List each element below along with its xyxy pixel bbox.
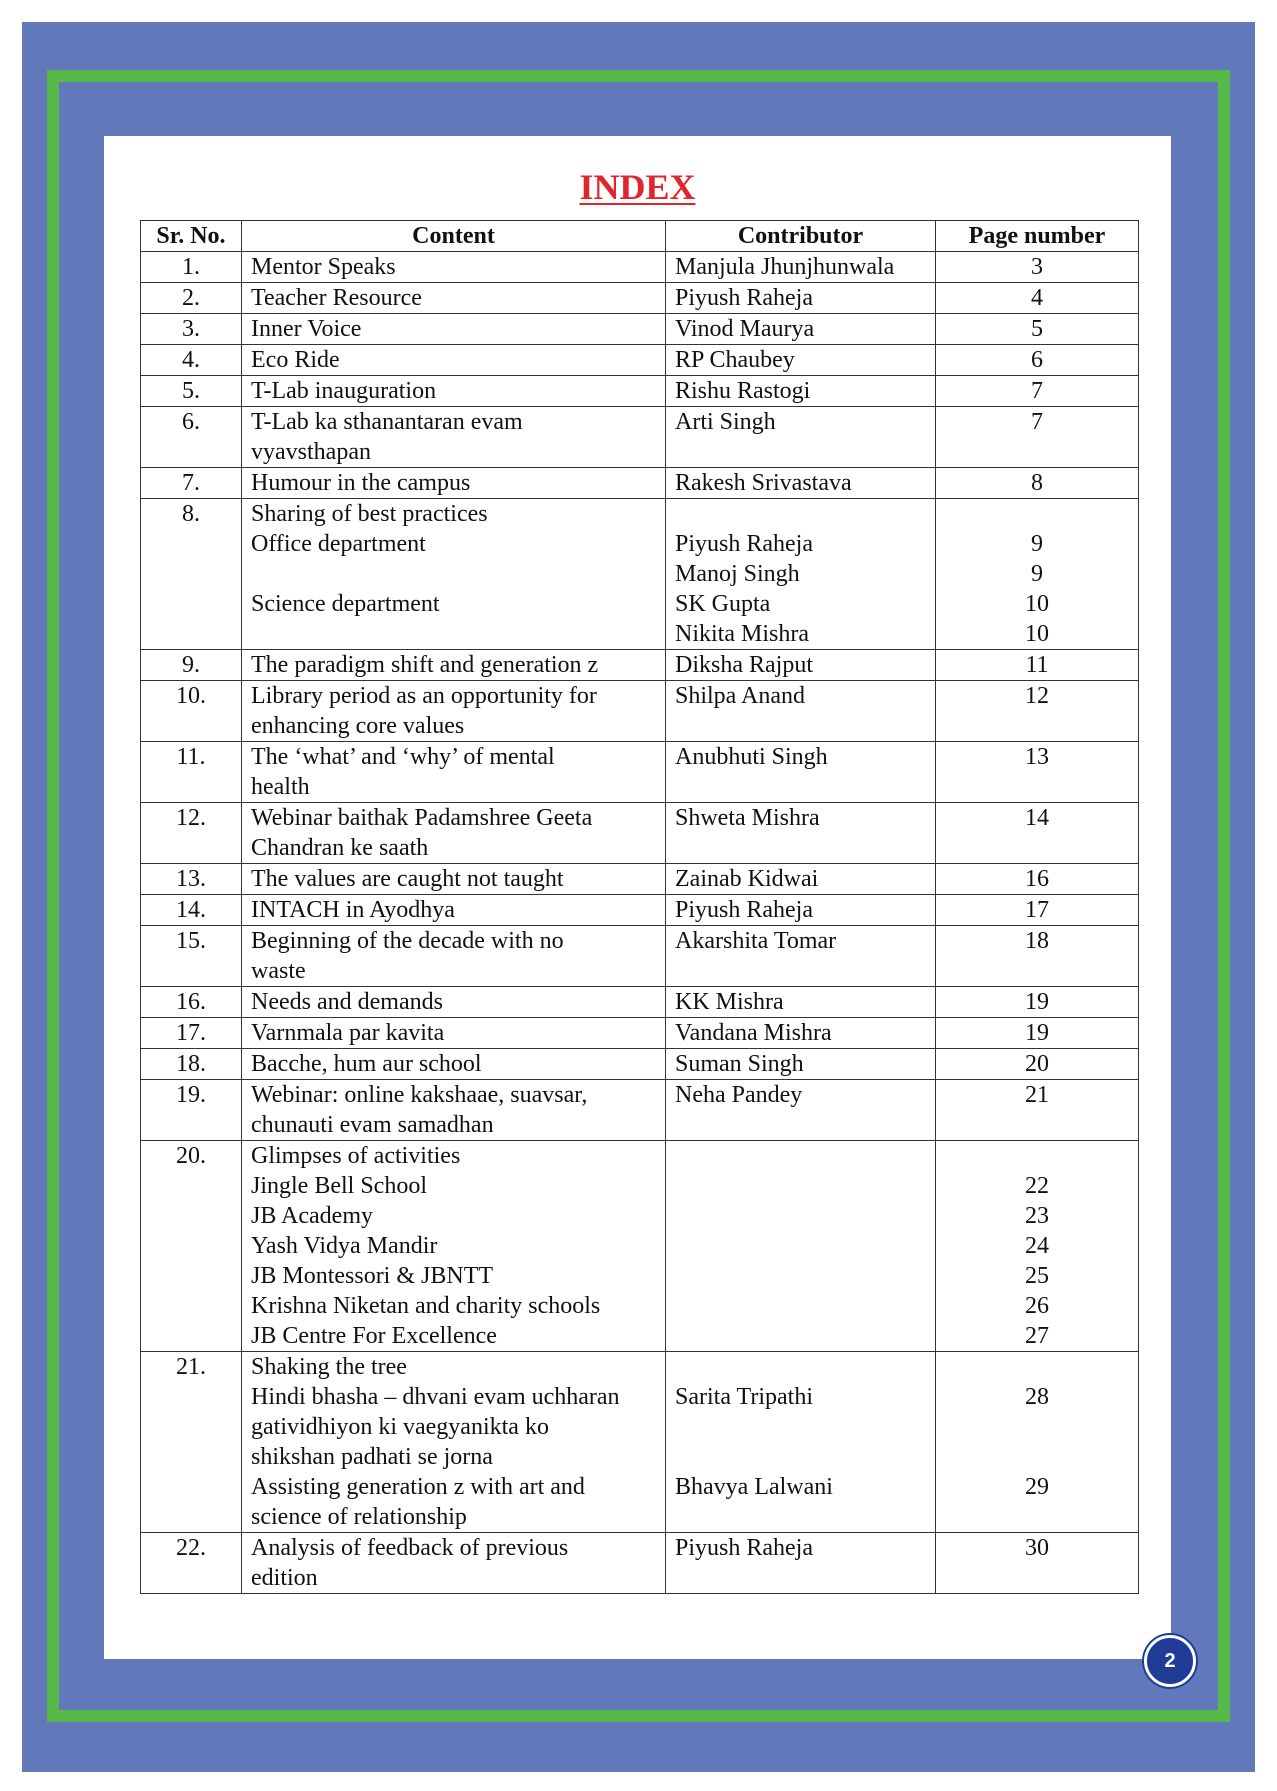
row-content-line: Jingle Bell School [251,1173,427,1199]
row-page-number [936,864,1139,895]
table-row [141,314,1139,345]
row-page-number [936,926,1139,987]
row-sr-no: 20. [141,1141,242,1352]
row-contributor [666,407,936,468]
row-page-number [936,314,1139,345]
row-content [242,314,666,345]
row-contributor-line: Arti Singh [675,409,776,435]
row-page-number [936,1049,1139,1080]
row-contributor [666,742,936,803]
row-content-line: Office department [251,531,426,557]
row-page-number [936,345,1139,376]
row-contributor-line: RP Chaubey [675,347,795,373]
row-content [242,252,666,283]
row-page-number [936,1018,1139,1049]
row-contributor-line [675,1442,926,1472]
row-page-number-line: 19 [1025,989,1049,1015]
row-sr-no: 6. [141,407,242,468]
row-page-number-line: 5 [1031,316,1043,342]
header-contributor: Contributor [666,221,936,252]
row-page-number-line: 10 [1025,591,1049,617]
row-contributor-line: Rakesh Srivastava [675,470,852,496]
row-page-number [936,681,1139,742]
row-content-line: Eco Ride [251,347,340,373]
row-content-line: Library period as an opportunity for [251,683,597,709]
table-row [141,283,1139,314]
row-content-line: shikshan padhati se jorna [251,1444,493,1470]
row-contributor-line: Rishu Rastogi [675,378,811,404]
row-content-line [251,619,656,649]
row-content-line: Inner Voice [251,316,362,342]
row-content-line: T-Lab ka sthanantaran evam [251,409,523,435]
page-sheet [104,136,1171,1659]
row-contributor-line: Piyush Raheja [675,897,813,923]
table-row [141,1141,1139,1352]
row-content-line: Chandran ke saath [251,835,429,861]
row-sr-no: 5. [141,376,242,407]
row-content [242,987,666,1018]
row-content-line: Teacher Resource [251,285,422,311]
table-row [141,1049,1139,1080]
row-content-line [251,559,656,589]
index-table-body [141,252,1139,1594]
row-content-line: health [251,774,310,800]
row-content-line: science of relationship [251,1504,467,1530]
row-contributor [666,803,936,864]
row-page-number-line [945,1141,1129,1171]
row-contributor [666,650,936,681]
row-sr-no: 14. [141,895,242,926]
row-contributor [666,1049,936,1080]
row-sr-no: 8. [141,499,242,650]
row-content [242,742,666,803]
row-contributor-line: SK Gupta [675,591,771,617]
table-row [141,864,1139,895]
table-row [141,742,1139,803]
row-content [242,864,666,895]
row-contributor-line: Piyush Raheja [675,531,813,557]
row-contributor [666,468,936,499]
row-sr-no: 4. [141,345,242,376]
row-contributor [666,283,936,314]
row-content [242,926,666,987]
row-contributor-line: Manjula Jhunjhunwala [675,254,895,280]
row-content [242,283,666,314]
row-contributor [666,1141,936,1352]
row-page-number [936,803,1139,864]
row-page-number [936,650,1139,681]
row-content-line: Shaking the tree [251,1354,407,1380]
row-page-number-line: 21 [1025,1082,1049,1108]
row-contributor [666,926,936,987]
row-sr-no: 11. [141,742,242,803]
row-contributor-line: Vinod Maurya [675,316,815,342]
header-page-number: Page number [936,221,1139,252]
row-page-number-line: 29 [1025,1474,1049,1500]
table-row [141,1018,1139,1049]
row-sr-no: 18. [141,1049,242,1080]
row-contributor-line: KK Mishra [675,989,784,1015]
row-content-line: Beginning of the decade with no [251,928,564,954]
row-page-number [936,499,1139,650]
row-sr-no: 19. [141,1080,242,1141]
row-page-number-line: 12 [1025,683,1049,709]
header-sr-no: Sr. No. [141,221,242,252]
row-contributor-line: Nikita Mishra [675,621,809,647]
row-content-line: INTACH in Ayodhya [251,897,455,923]
table-row [141,345,1139,376]
row-page-number-line: 28 [1025,1384,1049,1410]
row-page-number-line [945,1442,1129,1472]
table-row [141,252,1139,283]
row-page-number-line: 9 [1031,531,1043,557]
row-page-number [936,407,1139,468]
row-sr-no: 16. [141,987,242,1018]
row-content-line: Webinar: online kakshaae, suavsar, [251,1082,588,1108]
row-content-line: enhancing core values [251,713,465,739]
row-sr-no: 21. [141,1352,242,1533]
row-content [242,1018,666,1049]
row-page-number-line: 8 [1031,470,1043,496]
table-row [141,1080,1139,1141]
row-page-number-line [945,1352,1129,1382]
row-page-number-line [945,499,1129,529]
row-content-line: The values are caught not taught [251,866,564,892]
row-content [242,345,666,376]
row-content-line: chunauti evam samadhan [251,1112,494,1138]
row-content-line: The paradigm shift and generation z [251,652,599,678]
table-row [141,895,1139,926]
row-page-number-line: 18 [1025,928,1049,954]
row-page-number [936,283,1139,314]
row-contributor-line: Zainab Kidwai [675,866,819,892]
row-page-number-line: 19 [1025,1020,1049,1046]
row-contributor-line: Suman Singh [675,1051,804,1077]
row-content [242,468,666,499]
table-row [141,650,1139,681]
row-sr-no: 15. [141,926,242,987]
row-contributor [666,1533,936,1594]
row-contributor-line: Manoj Singh [675,561,800,587]
row-page-number-line: 14 [1025,805,1049,831]
row-page-number-line: 23 [1025,1203,1049,1229]
row-content-line: JB Centre For Excellence [251,1323,497,1349]
row-page-number [936,895,1139,926]
row-content-line: waste [251,958,306,984]
row-content [242,650,666,681]
row-content [242,376,666,407]
row-sr-no: 12. [141,803,242,864]
row-page-number [936,376,1139,407]
row-sr-no: 13. [141,864,242,895]
row-page-number [936,468,1139,499]
row-contributor-line: Akarshita Tomar [675,928,837,954]
row-content-line: Science department [251,591,440,617]
row-content-line: Mentor Speaks [251,254,396,280]
row-contributor-line: Vandana Mishra [675,1020,832,1046]
row-sr-no: 3. [141,314,242,345]
row-page-number-line: 25 [1025,1263,1049,1289]
row-contributor-line: Piyush Raheja [675,285,813,311]
row-page-number-line: 11 [1025,652,1049,678]
table-row [141,1352,1139,1533]
row-page-number-line: 13 [1025,744,1049,770]
row-contributor [666,1080,936,1141]
row-content-line: T-Lab inauguration [251,378,437,404]
row-contributor-line: Shweta Mishra [675,805,820,831]
row-content [242,499,666,650]
row-content-line: The ‘what’ and ‘why’ of mental [251,744,555,770]
table-row [141,499,1139,650]
row-content-line: Glimpses of activities [251,1143,461,1169]
table-row [141,1533,1139,1594]
row-content-line: Sharing of best practices [251,501,488,527]
row-content [242,407,666,468]
row-contributor-line: Diksha Rajput [675,652,813,678]
row-contributor-line: Neha Pandey [675,1082,803,1108]
header-content: Content [242,221,666,252]
page-title: INDEX [579,167,696,207]
table-row [141,803,1139,864]
row-sr-no: 22. [141,1533,242,1594]
row-sr-no: 10. [141,681,242,742]
row-page-number-line: 7 [1031,378,1043,404]
row-content [242,1049,666,1080]
row-page-number [936,1080,1139,1141]
index-table [140,220,1139,1594]
row-contributor-line: Piyush Raheja [675,1535,813,1561]
row-contributor [666,376,936,407]
table-row [141,468,1139,499]
row-contributor [666,1352,936,1533]
row-content [242,1352,666,1533]
row-page-number [936,1533,1139,1594]
row-contributor [666,1018,936,1049]
table-row [141,987,1139,1018]
table-header-row [141,221,1139,252]
row-page-number-line: 17 [1025,897,1049,923]
page-number-badge: 2 [1144,1635,1196,1687]
row-content-line: JB Academy [251,1203,373,1229]
table-row [141,681,1139,742]
row-contributor [666,345,936,376]
row-sr-no: 7. [141,468,242,499]
row-page-number-line: 10 [1025,621,1049,647]
row-content [242,1141,666,1352]
row-page-number [936,252,1139,283]
row-page-number [936,742,1139,803]
table-row [141,407,1139,468]
table-row [141,926,1139,987]
row-page-number [936,1141,1139,1352]
row-sr-no: 17. [141,1018,242,1049]
row-contributor [666,499,936,650]
row-content-line: Webinar baithak Padamshree Geeta [251,805,593,831]
row-page-number-line: 26 [1025,1293,1049,1319]
row-contributor [666,681,936,742]
row-sr-no: 2. [141,283,242,314]
row-contributor-line: Bhavya Lalwani [675,1474,833,1500]
row-content-line: Analysis of feedback of previous [251,1535,569,1561]
row-contributor-line: Shilpa Anand [675,683,805,709]
row-page-number [936,1352,1139,1533]
row-contributor [666,987,936,1018]
row-contributor [666,252,936,283]
row-contributor-line [675,499,926,529]
row-page-number-line: 9 [1031,561,1043,587]
row-contributor [666,314,936,345]
row-content-line: Hindi bhasha – dhvani evam uchharan [251,1384,620,1410]
row-content-line: Varnmala par kavita [251,1020,445,1046]
row-content [242,895,666,926]
row-content-line: JB Montessori & JBNTT [251,1263,494,1289]
row-page-number-line: 27 [1025,1323,1049,1349]
row-content-line: Needs and demands [251,989,443,1015]
table-row [141,376,1139,407]
row-page-number-line: 6 [1031,347,1043,373]
row-contributor-line: Sarita Tripathi [675,1384,814,1410]
row-contributor-line [675,1352,926,1382]
row-page-number-line: 3 [1031,254,1043,280]
row-content [242,1533,666,1594]
row-sr-no: 1. [141,252,242,283]
row-content-line: Assisting generation z with art and [251,1474,585,1500]
row-content-line: gatividhiyon ki vaegyanikta ko [251,1414,549,1440]
row-contributor-line: Anubhuti Singh [675,744,828,770]
row-content-line: Krishna Niketan and charity schools [251,1293,601,1319]
row-content-line: vyavsthapan [251,439,371,465]
row-page-number-line: 16 [1025,866,1049,892]
row-page-number-line: 20 [1025,1051,1049,1077]
row-content [242,1080,666,1141]
row-page-number [936,987,1139,1018]
row-page-number-line: 4 [1031,285,1043,311]
row-content [242,803,666,864]
row-contributor-line [675,1141,926,1171]
row-content-line: Yash Vidya Mandir [251,1233,438,1259]
row-page-number-line: 24 [1025,1233,1049,1259]
row-contributor [666,895,936,926]
row-content-line: Humour in the campus [251,470,471,496]
row-page-number-line: 30 [1025,1535,1049,1561]
row-page-number-line: 22 [1025,1173,1049,1199]
row-page-number-line [945,1412,1129,1442]
row-content [242,681,666,742]
row-content-line: Bacche, hum aur school [251,1051,482,1077]
row-sr-no: 9. [141,650,242,681]
row-contributor-line [675,1412,926,1442]
row-page-number-line: 7 [1031,409,1043,435]
row-content-line: edition [251,1565,318,1591]
row-contributor [666,864,936,895]
